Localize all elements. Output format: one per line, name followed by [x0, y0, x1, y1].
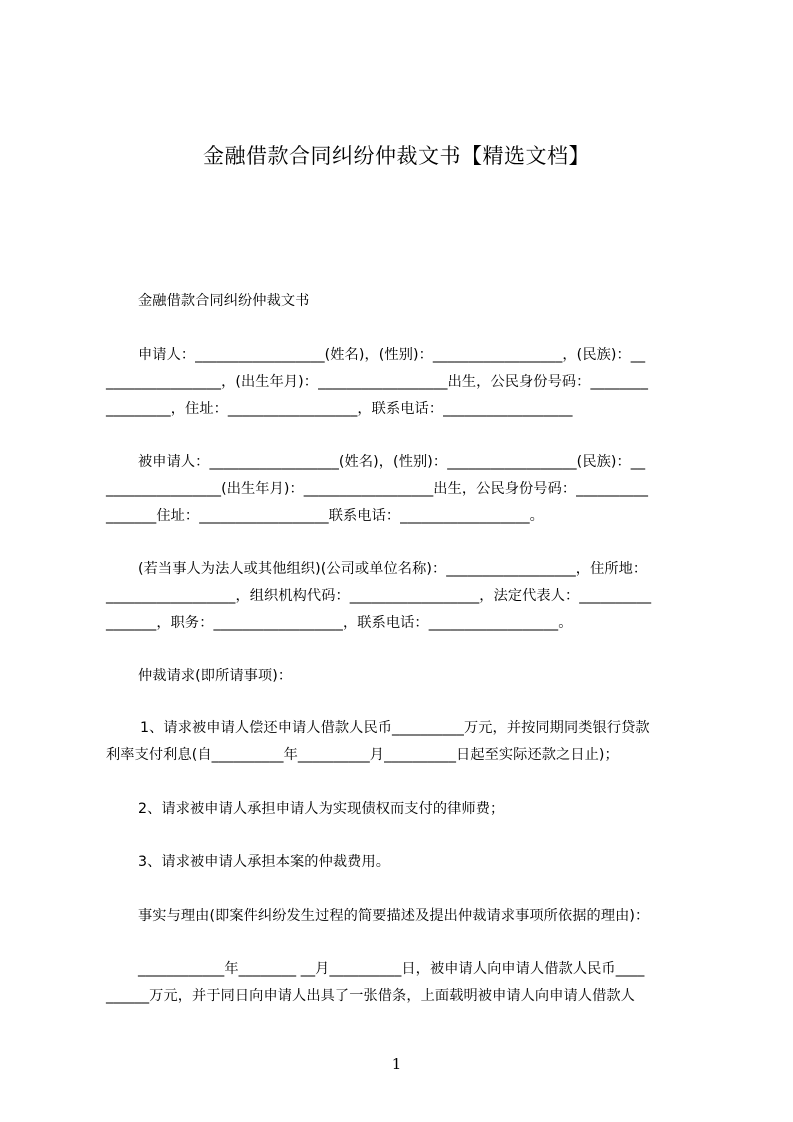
respondent-line-1: 被申请人：__________________(姓名)，(性别)：__________________(民族)：__ — [138, 454, 646, 470]
legal-entity-line-1: (若当事人为法人或其他组织)(公司或单位名称)：__________________，住所地： — [138, 561, 648, 577]
facts-line-1: ____________年________ __月__________日，被申请人向申请人借款人民币____ — [138, 961, 645, 977]
document-title: 金融借款合同纠纷仲裁文书【精选文档】 — [203, 144, 590, 168]
legal-entity-line-2: __________________，组织机构代码：__________________，法定代表人：__________ — [106, 588, 652, 604]
legal-entity-line-3: _______，职务：__________________，联系电话：__________________。 — [106, 615, 573, 631]
applicant-line-1: 申请人：__________________(姓名)，(性别)：__________________，(民族)：__ — [138, 347, 646, 363]
respondent-line-3: _______住址：__________________联系电话：__________________。 — [106, 508, 544, 524]
applicant-line-2: ________________，(出生年月)：__________________出生，公民身份号码：________ — [106, 374, 649, 390]
facts-line-2: ______万元，并于同日向申请人出具了一张借条，上面载明被申请人向申请人借款人 — [106, 988, 635, 1004]
request-1-line-2: 利率支付利息(自__________年__________月__________日起至实际还款之日止)； — [106, 747, 619, 763]
facts-heading: 事实与理由(即案件纠纷发生过程的简要描述及提出仲裁请求事项所依据的理由)： — [138, 908, 650, 924]
page-number: 1 — [391, 1055, 402, 1073]
requests-heading: 仲裁请求(即所请事项)： — [138, 668, 293, 684]
document-subtitle: 金融借款合同纠纷仲裁文书 — [138, 293, 310, 309]
request-2: 2、请求被申请人承担申请人为实现债权而支付的律师费； — [138, 801, 505, 817]
respondent-line-2: ________________(出生年月)：__________________出生，公民身份号码：__________ — [106, 481, 649, 497]
request-3: 3、请求被申请人承担本案的仲裁费用。 — [138, 854, 391, 870]
request-1-line-1: 1、请求被申请人偿还申请人借款人民币__________万元，并按同期同类银行贷款 — [140, 720, 650, 736]
applicant-line-3: _________，住址：__________________，联系电话：__________________ — [106, 401, 573, 417]
